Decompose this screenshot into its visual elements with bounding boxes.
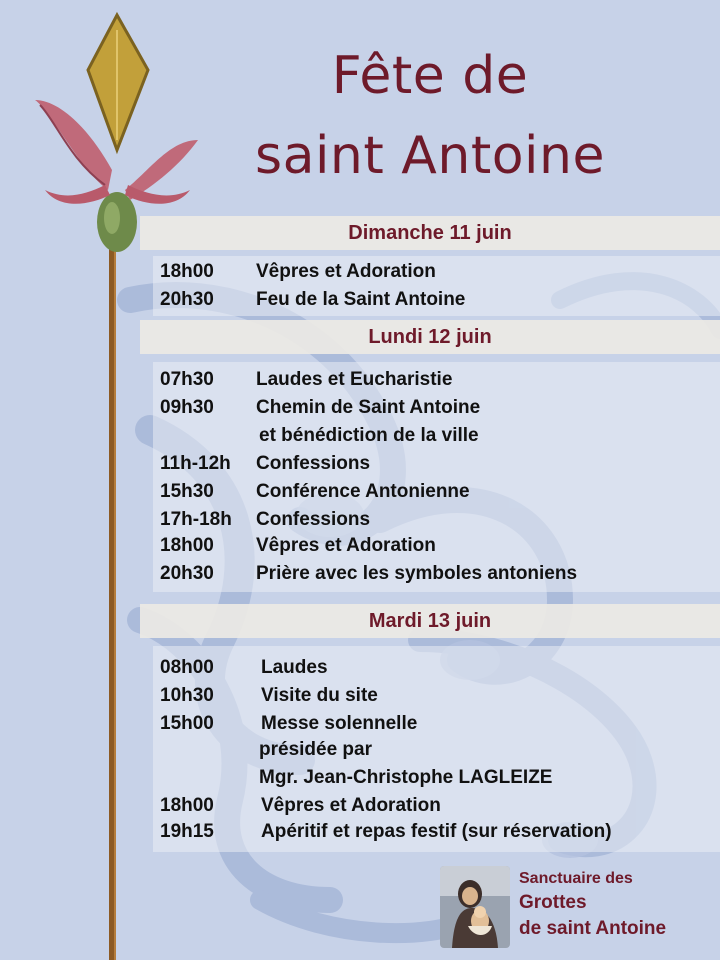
schedule-event: Apéritif et repas festif (sur réservation) <box>261 821 612 842</box>
schedule-sunday <box>153 256 720 316</box>
schedule-time: 18h00 <box>160 535 214 556</box>
schedule-time: 15h00 <box>160 713 214 734</box>
sanctuary-name-line-2: Grottes <box>519 892 587 913</box>
schedule-time: 11h-12h <box>160 453 231 474</box>
schedule-event: Chemin de Saint Antoine <box>256 397 481 418</box>
title-line-2: saint Antoine <box>255 126 605 186</box>
sanctuary-name-line-3: de saint Antoine <box>519 918 667 939</box>
day-heading-monday <box>140 320 720 354</box>
schedule-monday <box>153 362 720 592</box>
schedule-event: Confessions <box>256 453 371 474</box>
schedule-time: 17h-18h <box>160 509 232 530</box>
schedule-event: Laudes et Eucharistie <box>256 369 453 390</box>
schedule-event: Feu de la Saint Antoine <box>256 289 466 310</box>
day-heading-label: Mardi 13 juin <box>368 609 492 632</box>
schedule-time: 19h15 <box>160 821 214 842</box>
schedule-event: Laudes <box>261 657 328 678</box>
schedule-event: présidée par <box>259 739 372 760</box>
schedule-event: Vêpres et Adoration <box>256 261 436 282</box>
schedule-time: 18h00 <box>160 261 214 282</box>
schedule-event: Messe solennelle <box>261 713 418 734</box>
schedule-time: 20h30 <box>160 289 214 310</box>
sanctuary-name-line-1: Sanctuaire des <box>519 870 633 887</box>
schedule-event: Mgr. Jean-Christophe LAGLEIZE <box>259 767 553 788</box>
schedule-time: 18h00 <box>160 795 214 816</box>
schedule-time: 15h30 <box>160 481 214 502</box>
schedule-event: Visite du site <box>261 685 378 706</box>
day-heading-tuesday <box>140 604 720 638</box>
title-line-1: Fête de <box>331 46 529 106</box>
schedule-event: Confessions <box>256 509 371 530</box>
day-heading-label: Lundi 12 juin <box>368 325 492 348</box>
saint-antoine-statue-photo-icon <box>440 866 510 948</box>
schedule-event: Prière avec les symboles antoniens <box>256 563 578 584</box>
schedule-time: 07h30 <box>160 369 214 390</box>
schedule-event: Vêpres et Adoration <box>256 535 436 556</box>
day-heading-sunday <box>140 216 720 250</box>
schedule-time: 09h30 <box>160 397 214 418</box>
schedule-time: 20h30 <box>160 563 214 584</box>
schedule-time: 10h30 <box>160 685 214 706</box>
schedule-event: Conférence Antonienne <box>256 481 470 502</box>
day-heading-label: Dimanche 11 juin <box>348 221 512 244</box>
schedule-tuesday <box>153 646 720 852</box>
schedule-event: Vêpres et Adoration <box>261 795 441 816</box>
schedule-event: et bénédiction de la ville <box>259 425 479 446</box>
schedule-time: 08h00 <box>160 657 214 678</box>
